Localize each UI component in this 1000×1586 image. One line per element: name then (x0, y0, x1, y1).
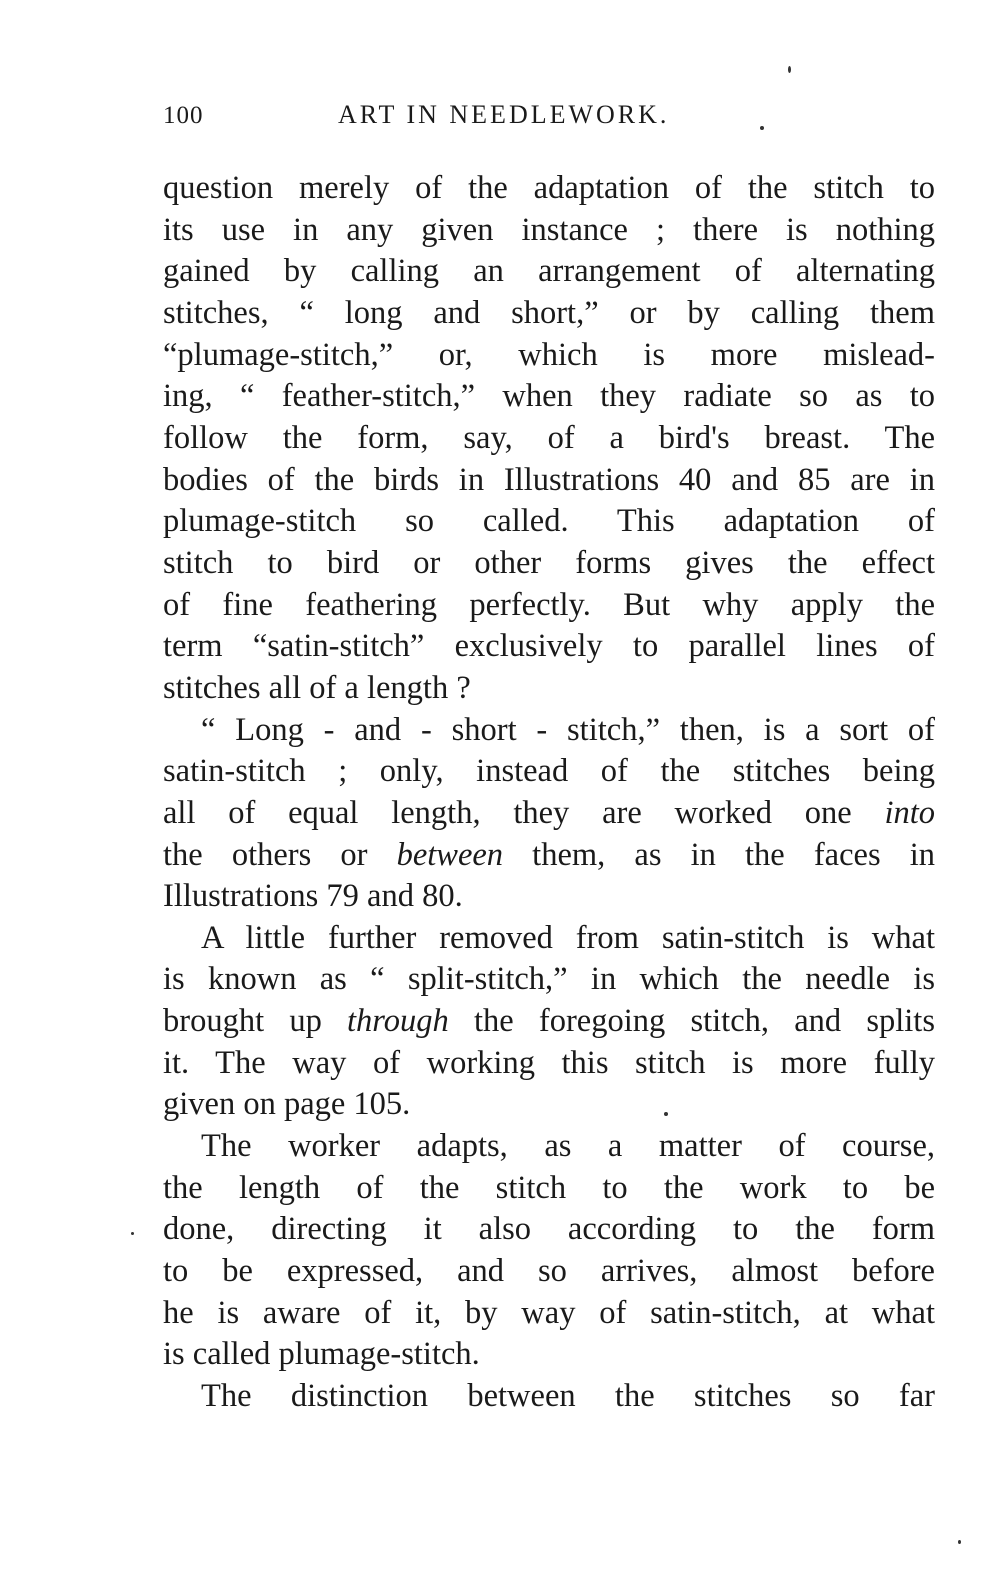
text-line (163, 918, 935, 960)
text-line (163, 835, 935, 877)
text-segment: follow the form, say, of a bird's breast. The (163, 419, 935, 456)
scan-speck (788, 66, 791, 73)
text-line (163, 293, 935, 335)
text-line (163, 1084, 935, 1126)
page-number: 100 (163, 102, 204, 129)
text-line (163, 1126, 935, 1168)
text-segment: “ Long - and - short - stitch,” then, is a sort of (201, 711, 935, 748)
text-line (163, 626, 935, 668)
text-line (163, 1293, 935, 1335)
text-segment: done, directing it also according to the form (163, 1211, 935, 1248)
text-segment: plumage-stitch so called. This adaptation of (163, 503, 935, 540)
text-line (163, 710, 935, 752)
italic-text: into (884, 794, 935, 831)
text-segment: of fine feathering perfectly. But why apply the (163, 586, 935, 623)
text-line (163, 1043, 935, 1085)
text-segment: The worker adapts, as a matter of course, (201, 1128, 935, 1165)
text-line (163, 1334, 935, 1376)
text-segment: is called plumage-stitch. (163, 1336, 480, 1373)
scan-speck (760, 126, 764, 130)
text-segment: is known as “ split-stitch,” in which the needle is (163, 961, 935, 998)
text-segment: its use in any given instance ; there is nothing (163, 211, 935, 248)
text-segment: bodies of the birds in Illustrations 40 and 85 are in (163, 461, 935, 498)
running-head: ART IN NEEDLEWORK. (338, 100, 670, 129)
text-segment: term “satin-stitch” exclusively to parallel lines of (163, 628, 935, 665)
text-segment: it. The way of working this stitch is more fully (163, 1044, 935, 1081)
text-line (163, 668, 935, 710)
text-line (163, 959, 935, 1001)
text-line (163, 376, 935, 418)
text-segment: stitches all of a length ? (163, 669, 471, 706)
text-line (163, 1251, 935, 1293)
text-segment: the foregoing stitch, and splits (448, 1003, 935, 1040)
scan-speck (131, 1232, 134, 1235)
text-segment: satin-stitch ; only, instead of the stitches being (163, 753, 935, 790)
text-segment: Illustrations 79 and 80. (163, 878, 463, 915)
scan-speck (664, 1112, 668, 1116)
text-segment: he is aware of it, by way of satin-stitch, at what (163, 1294, 935, 1331)
italic-text: through (347, 1003, 449, 1040)
body-text (163, 168, 935, 1418)
text-line (163, 543, 935, 585)
text-line (163, 168, 935, 210)
text-line (163, 460, 935, 502)
text-line (163, 210, 935, 252)
text-line (163, 1001, 935, 1043)
text-segment: stitches, “ long and short,” or by calling them (163, 294, 935, 331)
scan-speck (958, 1540, 961, 1544)
text-line (163, 751, 935, 793)
text-segment: A little further removed from satin-stitch is what (201, 919, 935, 956)
text-segment: question merely of the adaptation of the stitch to (163, 170, 935, 206)
text-segment: them, as in the faces in (503, 836, 935, 873)
text-line (163, 418, 935, 460)
italic-text: between (396, 836, 504, 873)
text-line (163, 1376, 935, 1418)
text-segment: to be expressed, and so arrives, almost before (163, 1253, 935, 1290)
text-line (163, 793, 935, 835)
text-line (163, 1168, 935, 1210)
text-segment: “plumage-stitch,” or, which is more mislead- (163, 336, 935, 373)
text-line (163, 501, 935, 543)
text-segment: ing, “ feather-stitch,” when they radiate so as to (163, 378, 935, 415)
text-line (163, 876, 935, 918)
text-segment: the length of the stitch to the work to be (163, 1169, 935, 1206)
text-line (163, 335, 935, 377)
text-segment: the others or (163, 836, 397, 873)
text-segment: The distinction between the stitches so far (201, 1378, 935, 1415)
text-line (163, 585, 935, 627)
text-segment: stitch to bird or other forms gives the effect (163, 544, 935, 581)
text-line (163, 1209, 935, 1251)
text-segment: gained by calling an arrangement of alternating (163, 253, 935, 290)
text-segment: brought up (163, 1003, 348, 1040)
text-segment: all of equal length, they are worked one (163, 794, 885, 831)
text-segment: given on page 105. (163, 1086, 411, 1123)
text-line (163, 251, 935, 293)
